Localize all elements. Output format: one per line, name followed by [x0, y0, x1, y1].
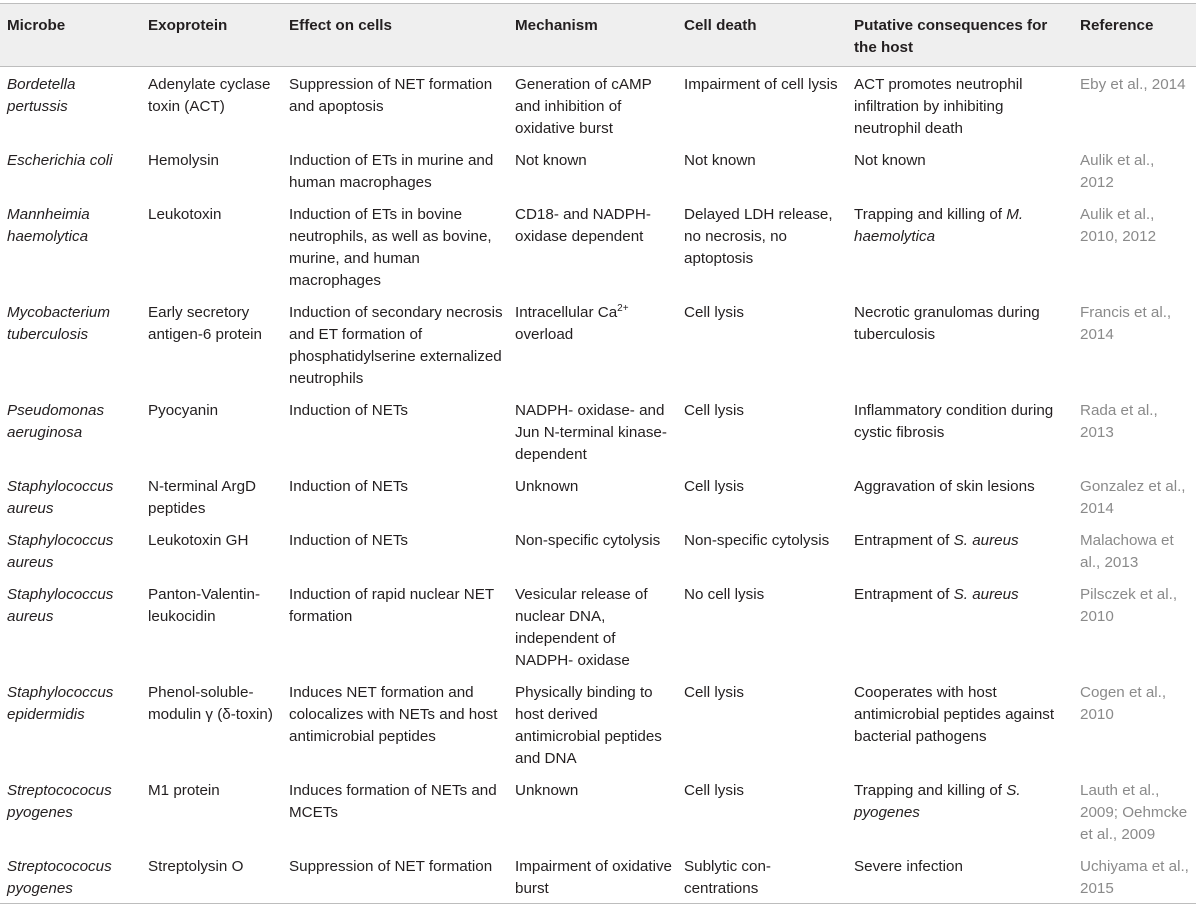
cell-mechanism: Not known — [515, 152, 587, 169]
cell-effect: Induction of rapid nuclear NET formation — [289, 586, 494, 625]
cell-reference: Cogen et al., 2010 — [1080, 684, 1167, 723]
cell-exoprotein: Pyocyanin — [148, 402, 219, 419]
table-row — [0, 773, 1196, 849]
cell-mechanism: Unknown — [515, 782, 579, 799]
table-row — [0, 393, 1196, 469]
cell-reference: Aulik et al., 2010, 2012 — [1080, 206, 1157, 245]
cell-cell-death: Cell lysis — [684, 402, 744, 419]
cell-reference: Malachowa et al., 2013 — [1080, 532, 1174, 571]
cell-effect: Induction of NETs — [289, 478, 409, 495]
cell-microbe: Bordetella pertussis — [7, 76, 76, 115]
cell-mechanism: Intracellular $Ca^{2+}$ overload — [515, 303, 629, 343]
cell-effect: Suppression of NET formation — [282, 849, 508, 904]
cell-exoprotein: Streptolysin O — [141, 849, 282, 904]
table-row — [0, 523, 1196, 577]
cell-consequence: Not known — [854, 152, 926, 169]
cell-microbe: Mannheimia haemolytica — [7, 206, 90, 245]
cell-mechanism: CD18- and NADPH-oxidase dependent — [515, 206, 651, 245]
cell-exoprotein: Leukotoxin — [148, 206, 222, 223]
species-name: S. aureus — [953, 586, 1019, 603]
cell-effect: Induces formation of NETs and MCETs — [289, 782, 497, 821]
cell-effect: Induction of ETs in bovine neutrophils, as well as bovine, murine, and human macrophages — [289, 206, 492, 289]
cell-consequence: Entrapment of S. aureus — [854, 532, 1019, 549]
cell-consequence: Trapping and killing of S. pyogenes — [854, 782, 1021, 821]
cell-cell-death: Cell lysis — [684, 684, 744, 701]
cell-mechanism: Vesicular release of nuclear DNA, independent of NADPH- oxidase — [515, 586, 648, 669]
cell-cell-death: Not known — [684, 152, 756, 169]
cell-cell-death: Cell lysis — [684, 304, 744, 321]
cell-effect: Induces NET formation and colocalizes with NETs and host antimicrobial peptides — [289, 684, 498, 745]
cell-exoprotein: Early secretory antigen-6 protein — [148, 304, 262, 343]
cell-effect: Induction of secondary necrosis and ET formation of phosphatidylserine externalized neutrophils — [289, 304, 503, 387]
cell-reference: Lauth et al., 2009; Oehmcke et al., 2009 — [1080, 782, 1188, 843]
cell-microbe: Staphylococcus aureus — [7, 532, 114, 571]
cell-microbe: Staphylococcus epidermidis — [7, 684, 114, 723]
cell-exoprotein: Hemolysin — [148, 152, 219, 169]
table-row — [0, 469, 1196, 523]
table-row — [0, 577, 1196, 675]
cell-microbe: Mycobacterium tuberculosis — [7, 304, 110, 343]
cell-microbe: Streptocococus pyogenes — [7, 782, 112, 821]
table-row — [0, 849, 1196, 904]
table-row — [0, 295, 1196, 393]
cell-reference: Gonzalez et al., 2014 — [1080, 478, 1186, 517]
species-name: S. pyogenes — [854, 782, 1021, 821]
cell-exoprotein: M1 protein — [148, 782, 220, 799]
cell-reference: Rada et al., 2013 — [1080, 402, 1158, 441]
cell-exoprotein: Leukotoxin GH — [148, 532, 249, 549]
header-row — [0, 4, 1196, 67]
cell-exoprotein: N-terminal ArgD peptides — [148, 478, 257, 517]
cell-mechanism: Unknown — [515, 478, 579, 495]
cell-consequence: Necrotic granulomas during tuberculosis — [854, 304, 1040, 343]
cell-effect: Induction of NETs — [289, 402, 409, 419]
cell-mechanism: Impairment of oxidative burst — [508, 849, 677, 904]
cell-microbe: Escherichia coli — [7, 152, 113, 169]
cell-effect: Suppression of NET formation and apoptosis — [289, 76, 493, 115]
header-reference: Reference — [1073, 4, 1196, 67]
cell-microbe: Streptocococus pyogenes — [0, 849, 141, 904]
cell-cell-death: Impairment of cell lysis — [684, 76, 838, 93]
cell-reference: Uchiyama et al., 2015 — [1073, 849, 1196, 904]
table-row — [0, 67, 1196, 144]
cell-effect: Induction of ETs in murine and human macrophages — [289, 152, 494, 191]
header-consequences: Putative consequences for the host — [847, 4, 1073, 67]
cell-microbe: Staphylococcus aureus — [7, 586, 114, 625]
cell-cell-death: Cell lysis — [684, 478, 744, 495]
cell-cell-death: Delayed LDH release, no necrosis, no aptoptosis — [684, 206, 833, 267]
cell-cell-death: Sublytic con-centrations — [677, 849, 847, 904]
cell-microbe: Pseudomonas aeruginosa — [7, 402, 105, 441]
cell-mechanism: Generation of cAMP and inhibition of oxidative burst — [515, 76, 652, 137]
cell-consequence: ACT promotes neutrophil infiltration by inhibiting neutrophil death — [854, 76, 1023, 137]
cell-reference: Aulik et al., 2012 — [1080, 152, 1155, 191]
superscript: 2+ — [617, 303, 629, 314]
cell-mechanism: NADPH- oxidase- and Jun N-terminal kinase-dependent — [515, 402, 667, 463]
table-row — [0, 143, 1196, 197]
cell-effect: Induction of NETs — [289, 532, 409, 549]
cell-consequence: Entrapment of S. aureus — [854, 586, 1019, 603]
table-row — [0, 197, 1196, 295]
cell-exoprotein: Phenol-soluble-modulin γ (δ-toxin) — [148, 684, 273, 723]
cell-mechanism: Non-specific cytolysis — [515, 532, 661, 549]
cell-reference: Francis et al., 2014 — [1080, 304, 1172, 343]
header-mechanism: Mechanism — [508, 4, 677, 67]
species-name: S. aureus — [953, 532, 1019, 549]
cell-cell-death: Non-specific cytolysis — [684, 532, 830, 549]
cell-consequence: Inflammatory condition during cystic fibrosis — [854, 402, 1054, 441]
header-cell-death: Cell death — [677, 4, 847, 67]
header-effect: Effect on cells — [282, 4, 508, 67]
cell-consequence: Severe infection — [847, 849, 1073, 904]
exoprotein-table — [0, 3, 1196, 904]
cell-consequence: Cooperates with host antimicrobial peptides against bacterial pathogens — [854, 684, 1055, 745]
cell-mechanism: Physically binding to host derived antimicrobial peptides and DNA — [515, 684, 662, 767]
header-microbe: Microbe — [0, 4, 141, 67]
cell-consequence: Trapping and killing of M. haemolytica — [854, 206, 1024, 245]
species-name: M. haemolytica — [854, 206, 1024, 245]
cell-exoprotein: Panton-Valentin-leukocidin — [148, 586, 261, 625]
cell-microbe: Staphylococcus aureus — [7, 478, 114, 517]
table-body — [0, 67, 1196, 904]
cell-reference: Pilsczek et al., 2010 — [1080, 586, 1178, 625]
cell-reference: Eby et al., 2014 — [1080, 76, 1186, 93]
cell-exoprotein: Adenylate cyclase toxin (ACT) — [148, 76, 271, 115]
cell-consequence: Aggravation of skin lesions — [854, 478, 1035, 495]
cell-cell-death: Cell lysis — [684, 782, 744, 799]
table-row — [0, 675, 1196, 773]
header-exoprotein: Exoprotein — [141, 4, 282, 67]
table-header — [0, 4, 1196, 67]
cell-cell-death: No cell lysis — [684, 586, 765, 603]
